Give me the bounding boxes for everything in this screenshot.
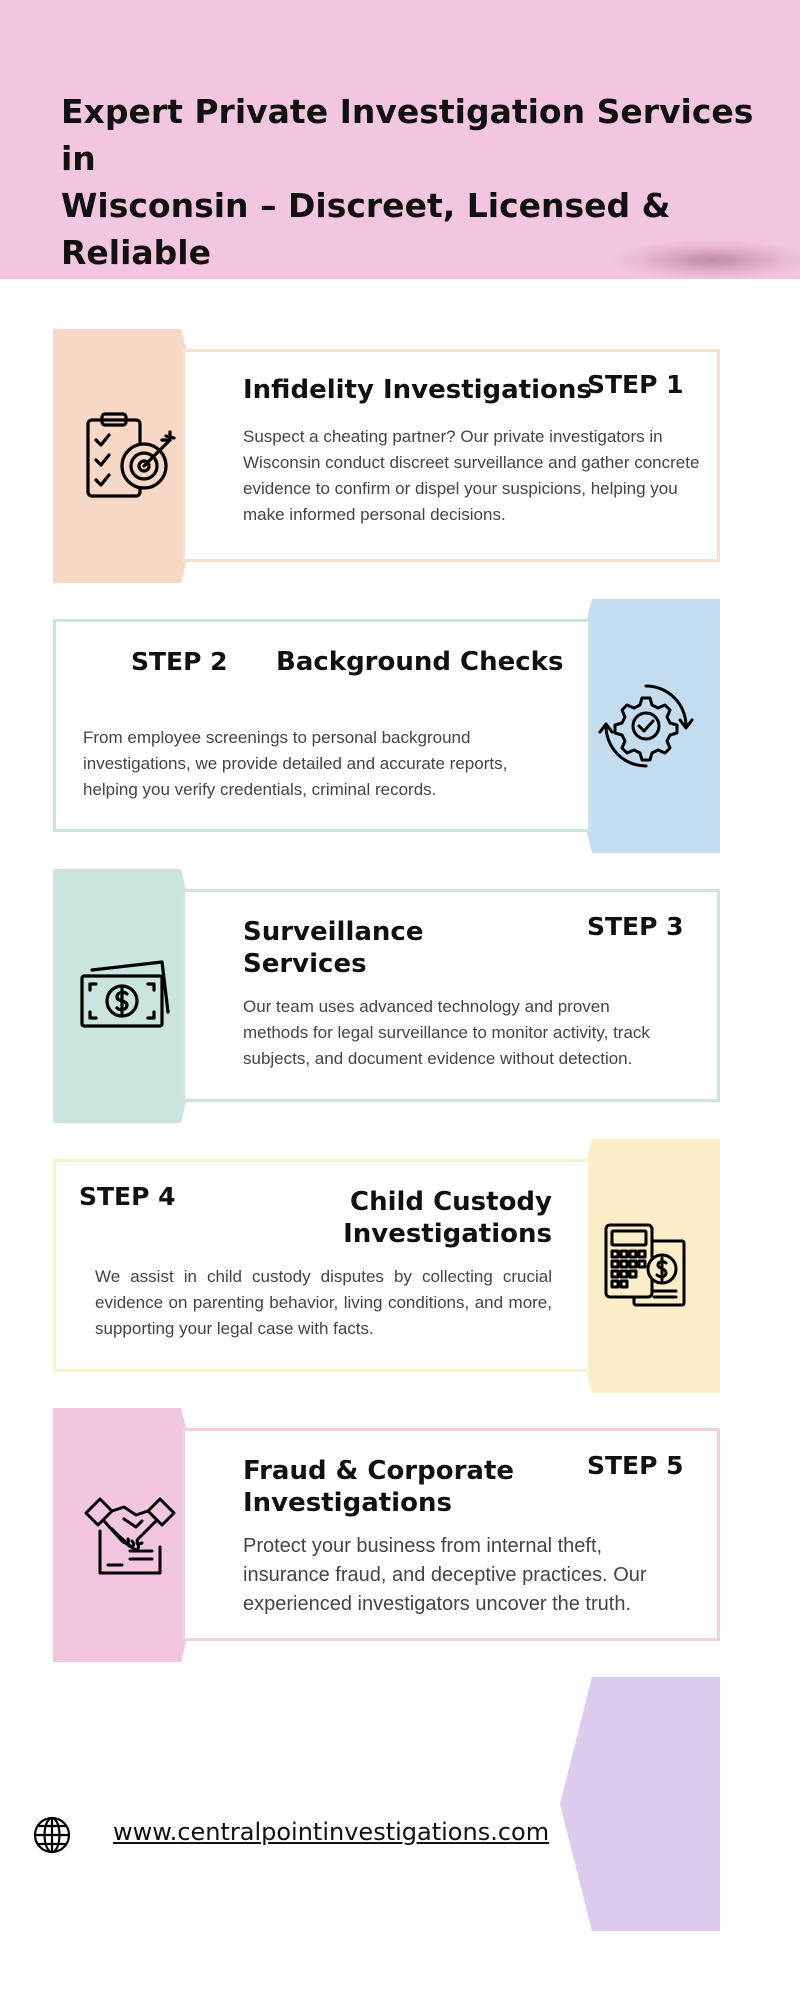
step-4-title (236, 1186, 552, 1250)
step-3-title (243, 916, 423, 980)
globe-icon (32, 1815, 72, 1855)
step-1-label: STEP 1 (587, 370, 684, 399)
step-2-description: From employee screenings to personal background investigations, we provide detailed and accurate reports, helping you verify credentials, criminal records. (83, 728, 508, 799)
step-4-description: We assist in child custody disputes by collecting crucial evidence on parenting behavior, living conditions, and more, supporting your legal case with facts. (95, 1267, 552, 1338)
step-4-title-line-2: Investigations (343, 1219, 552, 1249)
handshake-contract-icon (82, 1487, 178, 1583)
step-3-title-line-2: Services (243, 949, 367, 979)
step-5-title (243, 1455, 514, 1519)
step-3-description: Our team uses advanced technology and proven methods for legal surveillance to monitor activity, track subjects, and document evidence without detection. (243, 997, 650, 1068)
decorative-shadow (612, 240, 800, 279)
page-title-line-1: Expert Private Investigation Services in (61, 92, 754, 178)
step-2-label: STEP 2 (131, 647, 228, 676)
gear-check-icon (598, 678, 694, 774)
step-5-title-line-2: Investigations (243, 1488, 452, 1518)
step-4-title-line-1: Child Custody (350, 1187, 552, 1217)
step-5-description: Protect your business from internal theft, insurance fraud, and deceptive practices. Our experienced investigators uncover the truth. (243, 1535, 647, 1615)
money-icon (78, 948, 174, 1044)
step-1-title: Infidelity Investigations (243, 375, 592, 405)
step-3-label: STEP 3 (587, 912, 684, 941)
step-5-title-line-1: Fraud & Corporate (243, 1456, 515, 1486)
step-3-card (182, 889, 720, 1102)
footer-band (560, 1677, 720, 1931)
header-banner (0, 0, 800, 279)
step-5-label: STEP 5 (587, 1451, 684, 1480)
step-5-card (182, 1428, 720, 1641)
step-2-card (53, 619, 591, 832)
step-3-title-line-1: Surveillance (243, 917, 424, 947)
clipboard-target-icon (82, 410, 178, 506)
step-1-card (182, 349, 720, 562)
step-4-label: STEP 4 (79, 1182, 176, 1211)
step-1-description: Suspect a cheating partner? Our private investigators in Wisconsin conduct discreet surveillance and gather concrete evidence to confirm or dispel your suspicions, helping you make informed personal decisions. (243, 427, 700, 524)
page-title-line-2: Wisconsin – Discreet, Licensed & Reliable (61, 186, 671, 272)
step-2-title: Background Checks (276, 647, 564, 677)
step-4-card (53, 1159, 591, 1372)
website-link[interactable]: www.centralpointinvestigations.com (113, 1818, 550, 1846)
calculator-document-icon (598, 1217, 694, 1313)
